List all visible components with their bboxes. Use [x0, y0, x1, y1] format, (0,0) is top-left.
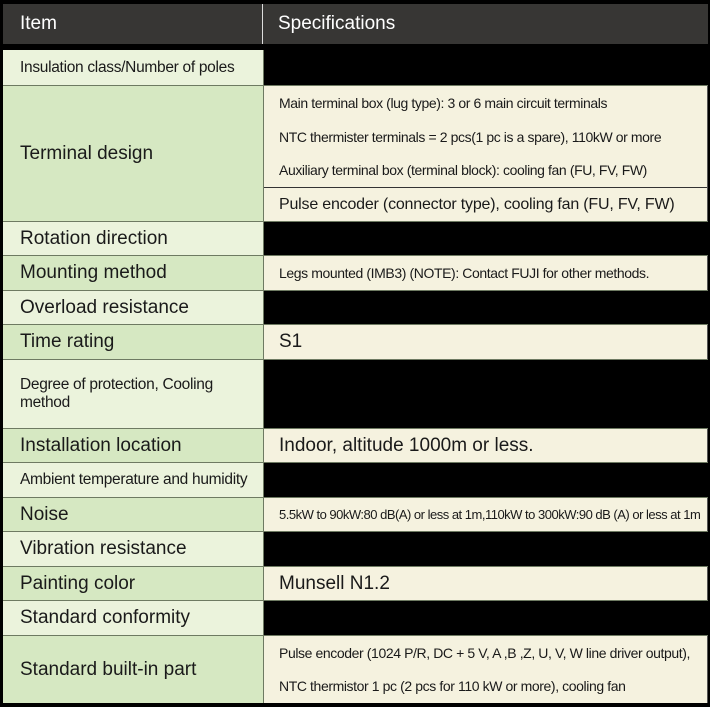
row-spec-empty: [264, 532, 708, 566]
table-header: [3, 4, 708, 44]
row-item: Noise: [3, 498, 264, 531]
row-spec-empty: [264, 601, 708, 635]
table-row: [3, 497, 708, 531]
spec-line: S1: [279, 331, 303, 352]
table-row: [3, 462, 708, 497]
row-spec-empty: [264, 463, 708, 497]
row-spec: [264, 567, 708, 600]
spec-line: Munsell N1.2: [279, 572, 390, 594]
row-item: Insulation class/Number of poles: [3, 50, 264, 85]
specifications-table: [3, 4, 708, 703]
table-row: [3, 50, 708, 85]
table-row: [3, 324, 708, 359]
row-spec: [264, 86, 708, 221]
row-item: Vibration resistance: [3, 532, 264, 566]
row-spec: [264, 498, 708, 531]
spec-line: Auxiliary terminal box (terminal block): cooling fan (FU, FV, FW): [279, 162, 647, 179]
row-spec-empty: [264, 222, 708, 255]
row-spec: [264, 429, 708, 462]
spec-line: NTC thermistor 1 pc (2 pcs for 110 kW or more), cooling fan: [279, 678, 626, 695]
row-spec: [264, 256, 708, 290]
row-item: Installation location: [3, 429, 264, 462]
row-item: Standard conformity: [3, 601, 264, 635]
table-row: [3, 290, 708, 324]
table-row: [3, 566, 708, 600]
row-spec-empty: [264, 50, 708, 85]
row-item: Ambient temperature and humidity: [3, 463, 264, 497]
header-item: Item: [3, 4, 263, 44]
table-row: [3, 221, 708, 255]
row-item: Terminal design: [3, 86, 264, 221]
row-item: Degree of protection, Cooling method: [3, 360, 264, 428]
spec-line: Pulse encoder (connector type), cooling fan (FU, FV, FW): [264, 187, 707, 221]
table-row: [3, 85, 708, 221]
table-row: [3, 635, 708, 703]
header-specifications: Specifications: [278, 13, 396, 34]
row-item: Time rating: [3, 325, 264, 359]
spec-line: Pulse encoder (1024 P/R, DC + 5 V, A ,B ,Z, U, V, W line driver output),: [279, 644, 690, 661]
row-item: Rotation direction: [3, 222, 264, 255]
table-row: [3, 255, 708, 290]
row-item: Mounting method: [3, 256, 264, 290]
table-row: [3, 428, 708, 462]
table-row: [3, 531, 708, 566]
row-spec: [264, 636, 708, 703]
row-spec-empty: [264, 360, 708, 428]
table-row: [3, 600, 708, 635]
table-row: [3, 359, 708, 428]
row-item: Overload resistance: [3, 291, 264, 324]
spec-line: Indoor, altitude 1000m or less.: [279, 434, 534, 456]
row-item: Standard built-in part: [3, 636, 264, 703]
spec-line: Legs mounted (IMB3) (NOTE): Contact FUJI for other methods.: [279, 265, 650, 281]
row-item: Painting color: [3, 567, 264, 600]
spec-line: NTC thermister terminals = 2 pcs(1 pc is a spare), 110kW or more: [279, 128, 662, 145]
row-spec: [264, 325, 708, 359]
spec-line: Main terminal box (lug type): 3 or 6 main circuit terminals: [279, 94, 608, 111]
row-spec-empty: [264, 291, 708, 324]
spec-line: 5.5kW to 90kW:80 dB(A) or less at 1m,110kW to 300kW:90 dB (A) or less at 1m: [279, 507, 701, 522]
